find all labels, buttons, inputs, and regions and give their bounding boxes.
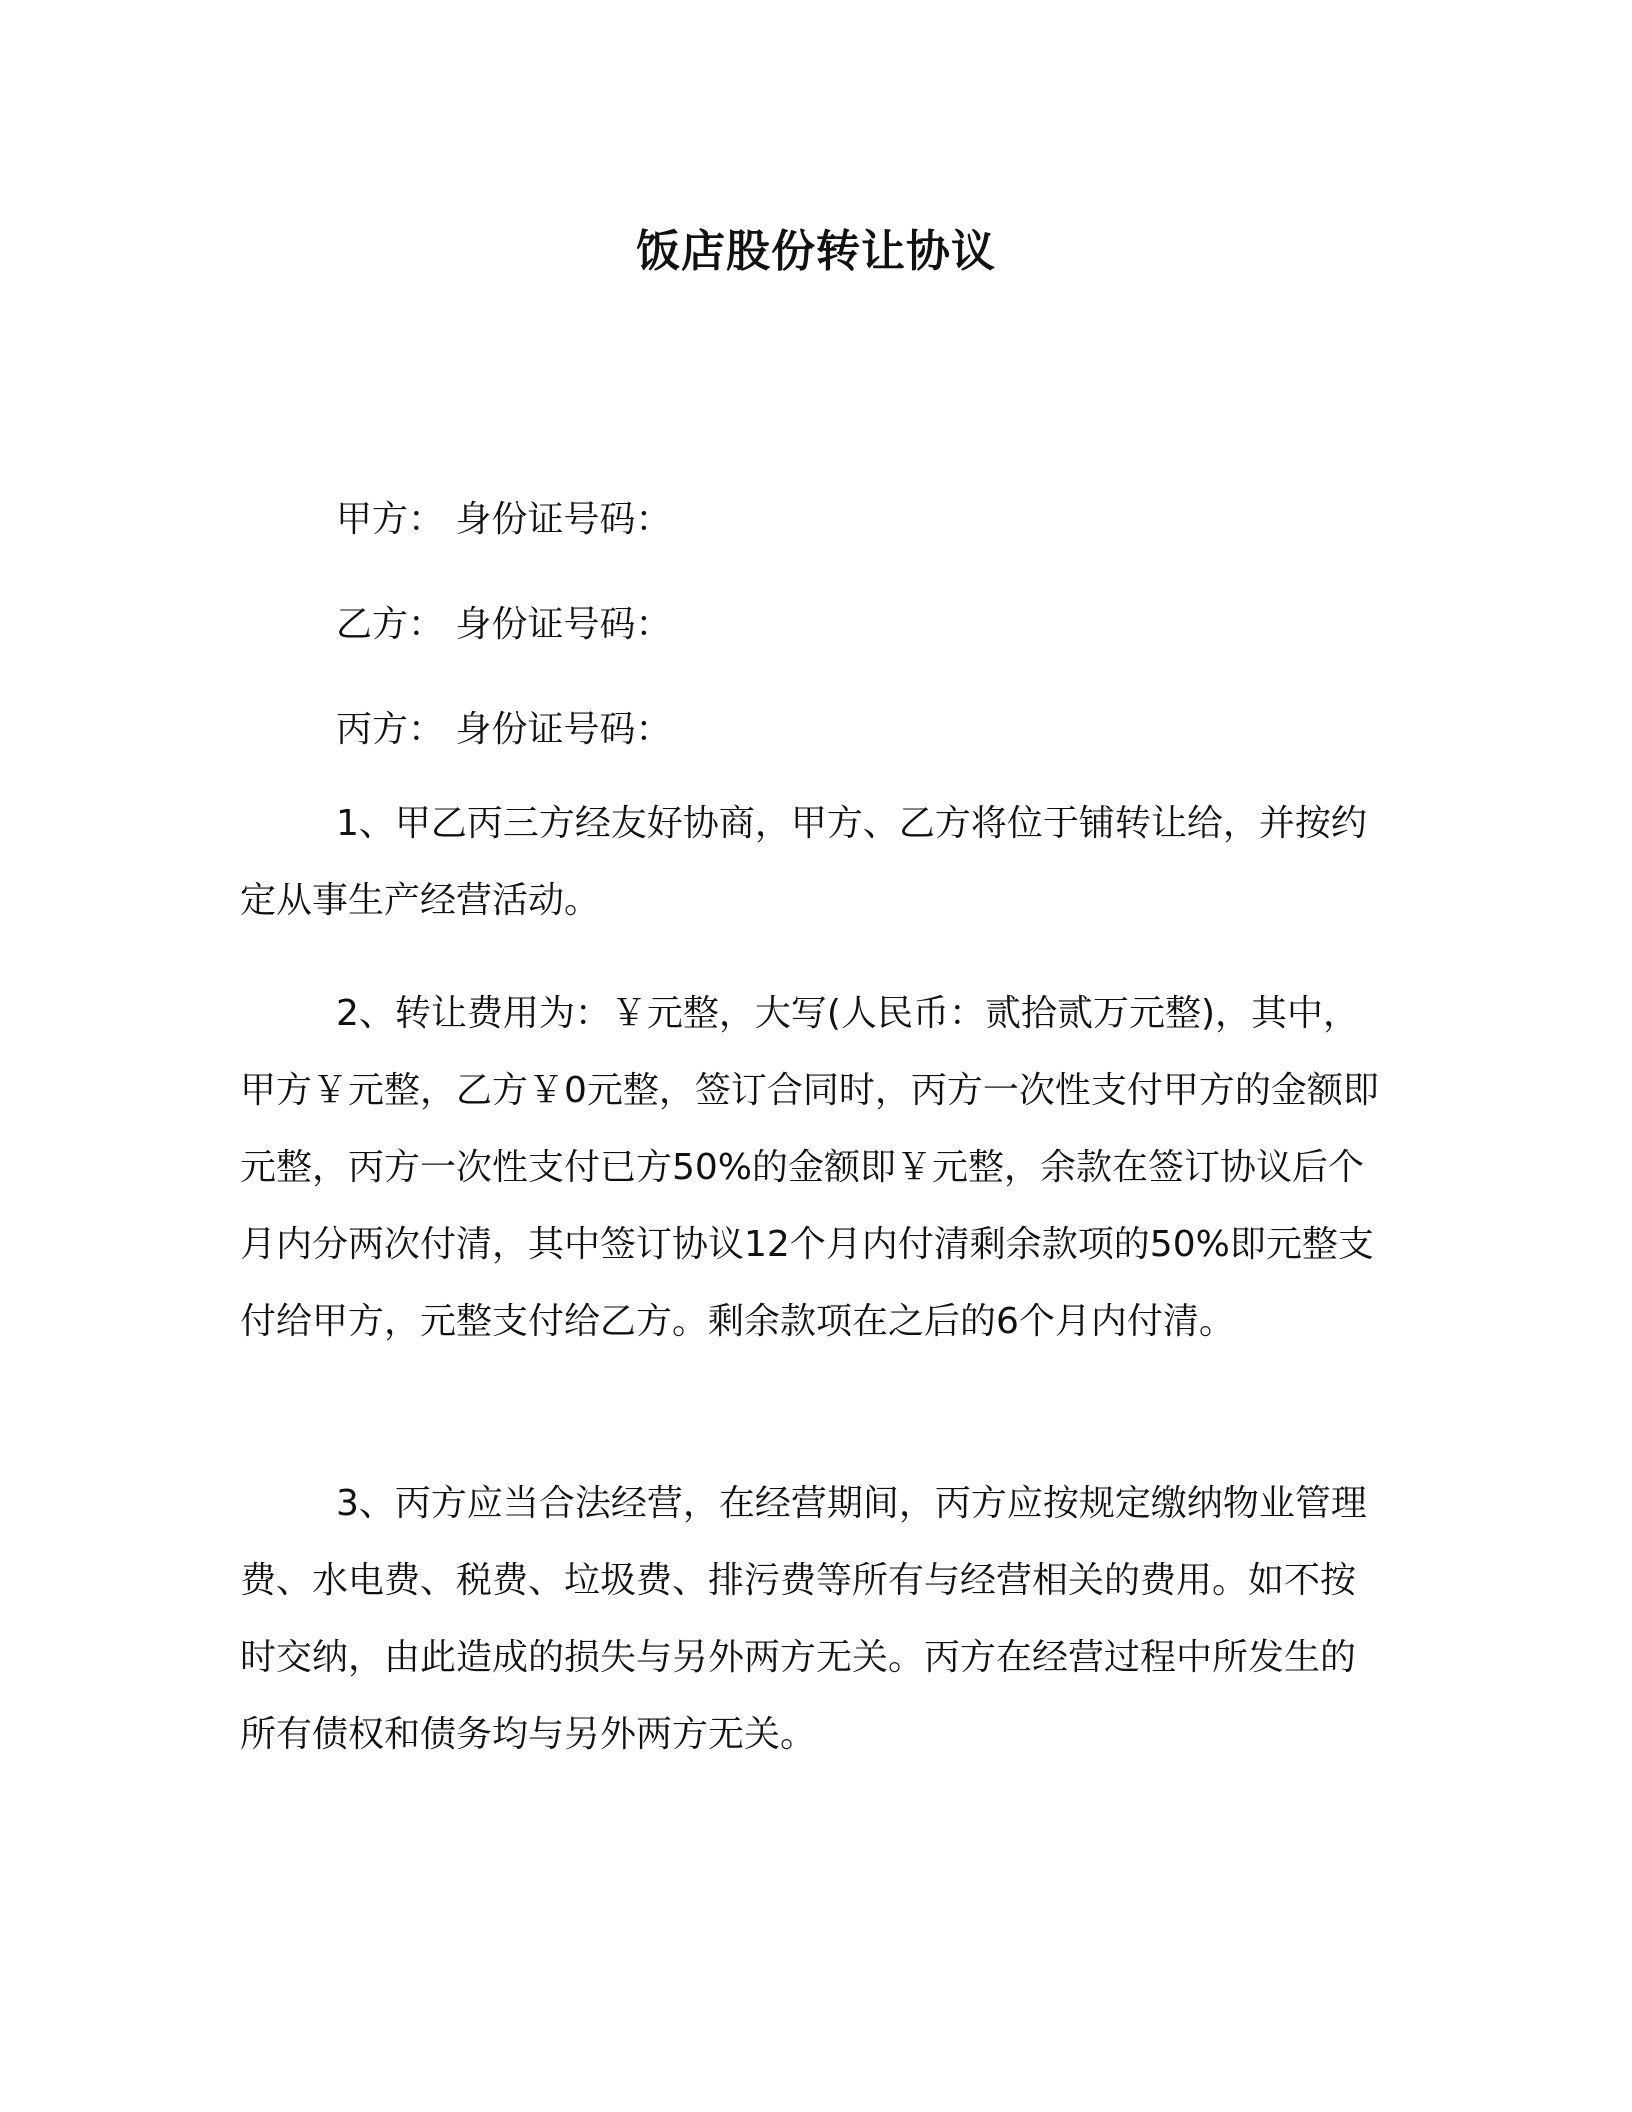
clause-2: 2、转让费用为：￥元整，大写(人民币：贰拾贰万元整)，其中，甲方￥元整，乙方￥0元整，签订合同时，丙方一次性支付甲方的金额即元整，丙方一次性支付已方50%的金额即￥元整，余款在签订协议后个月内分两次付清，其中签订协议12个月内付清剩余款项的50%即元整支付给甲方，元整支付给乙方。剩余款项在之后的6个月内付清。 xyxy=(240,993,1379,1342)
party-c-id-label: 身份证号码： xyxy=(455,709,672,750)
party-b-id-label: 身份证号码： xyxy=(455,604,672,645)
party-a-line xyxy=(336,496,671,544)
party-b-line xyxy=(336,601,671,649)
clause-1: 1、甲乙丙三方经友好协商，甲方、乙方将位于铺转让给，并按约定从事生产经营活动。 xyxy=(240,803,1367,921)
party-c-line xyxy=(336,706,671,754)
party-a-label: 甲方： xyxy=(336,499,445,540)
party-b-label: 乙方： xyxy=(336,604,445,645)
party-c-label: 丙方： xyxy=(336,709,445,750)
clause-3: 3、丙方应当合法经营，在经营期间，丙方应按规定缴纳物业管理费、水电费、税费、垃圾费、排污费等所有与经营相关的费用。如不按时交纳，由此造成的损失与另外两方无关。丙方在经营过程中所发生的所有债权和债务均与另外两方无关。 xyxy=(240,1483,1367,1755)
party-a-id-label: 身份证号码： xyxy=(455,499,672,540)
document-title: 饭店股份转让协议 xyxy=(636,226,996,277)
